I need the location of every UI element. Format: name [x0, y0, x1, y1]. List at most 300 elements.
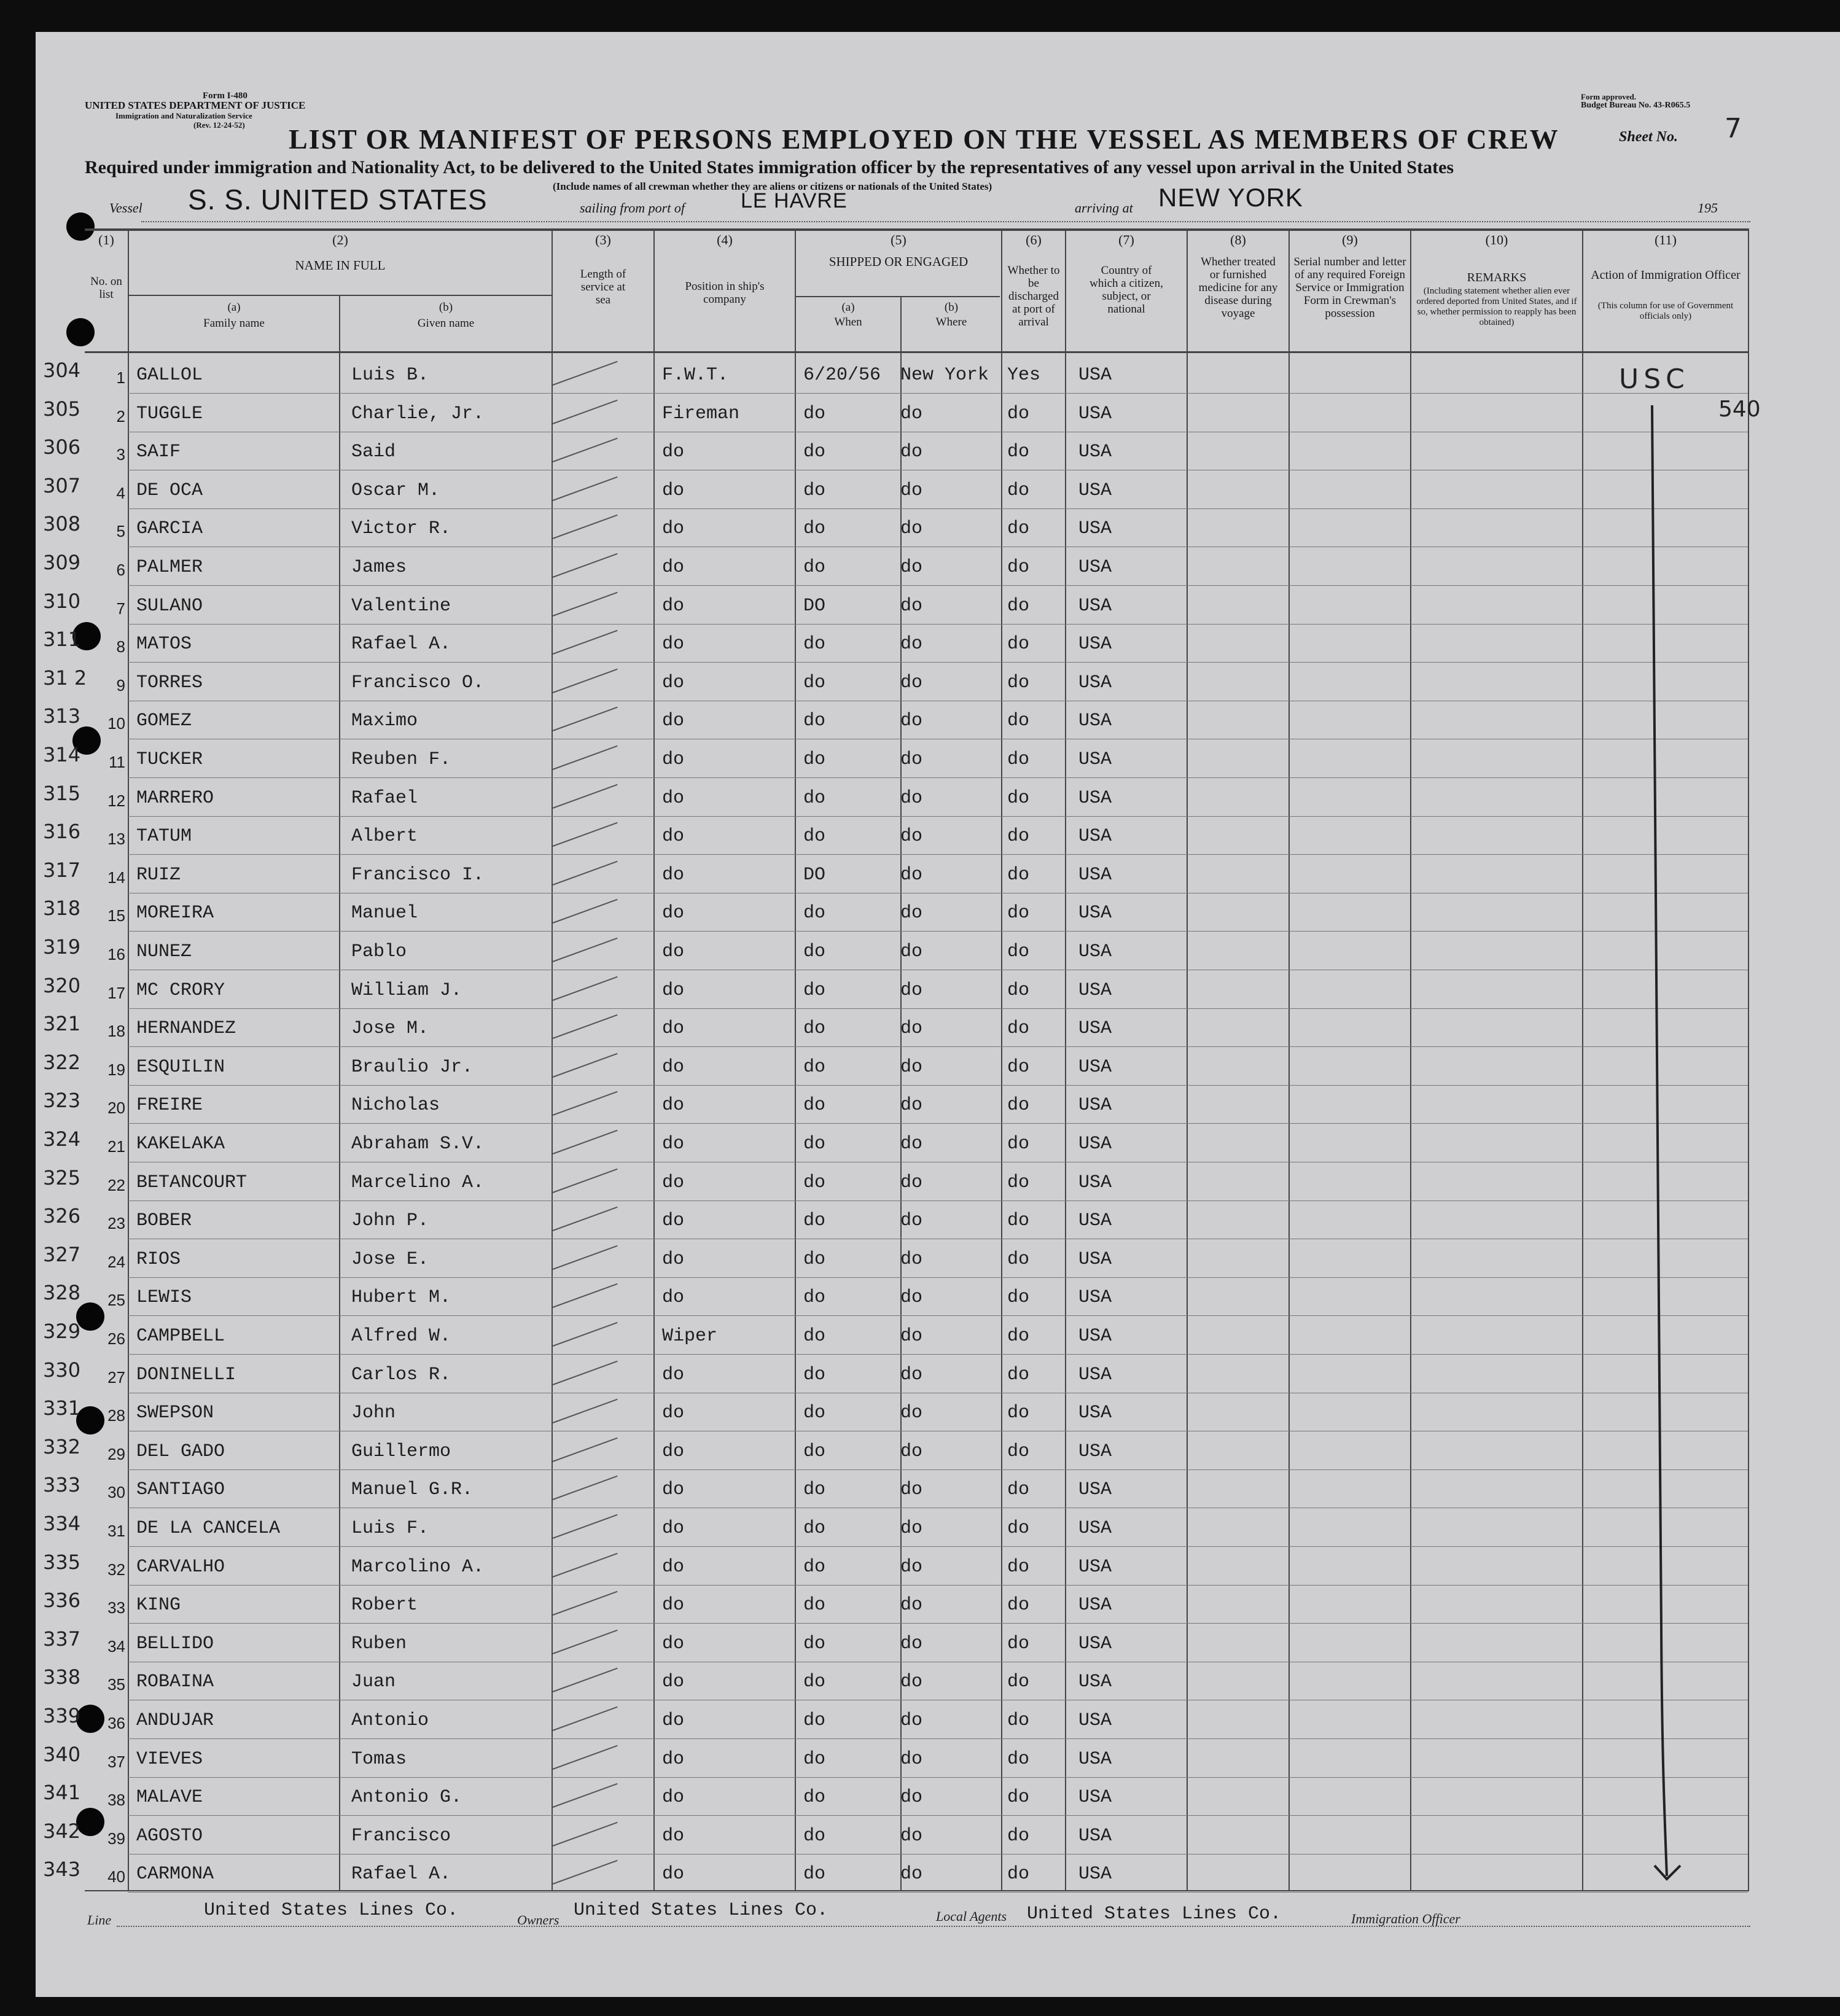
country: USA	[1078, 403, 1112, 424]
col9-label: Serial number and letter of any required Foreign Service or Immigration Form in Crewman's possession	[1293, 255, 1406, 320]
reference-number: 309	[43, 551, 81, 574]
table-row	[0, 1316, 1748, 1354]
col3-number: (3)	[595, 232, 611, 247]
shipped-when: do	[803, 1134, 826, 1154]
service-tick-mark	[553, 707, 618, 731]
col2-label: NAME IN FULL	[295, 258, 386, 273]
service-tick-mark	[553, 553, 618, 578]
reference-number: 319	[43, 935, 81, 959]
service-tick-mark	[553, 1322, 618, 1347]
reference-number: 335	[43, 1550, 81, 1574]
reference-number: 308	[43, 512, 81, 536]
shipped-when: do	[803, 1556, 826, 1578]
service-tick-mark	[553, 976, 618, 1000]
table-top-rule	[85, 228, 1749, 231]
given-name: Jose E.	[351, 1248, 429, 1270]
family-name: BOBER	[136, 1210, 192, 1232]
family-name: MALAVE	[136, 1787, 203, 1808]
given-name: Luis B.	[351, 365, 429, 386]
col1-label: No. on list	[90, 275, 122, 301]
given-name: William J.	[351, 979, 462, 1001]
family-name: TORRES	[136, 672, 203, 693]
sheet-number: 7	[1725, 113, 1742, 144]
year-label: 195	[1698, 200, 1718, 216]
service-tick-mark	[553, 1091, 618, 1116]
family-name: CARVALHO	[136, 1556, 225, 1578]
row-number: 22	[107, 1175, 125, 1194]
table-row	[0, 1624, 1748, 1662]
reference-number: 315	[43, 781, 81, 805]
shipped-when: do	[803, 1864, 826, 1885]
form-note: (Include names of all crewman whether they are aliens or citizens or nationals of the United States)	[553, 181, 992, 192]
service-tick-mark	[553, 1860, 618, 1885]
discharge-status: do	[1007, 1441, 1030, 1462]
row-number: 25	[107, 1291, 125, 1310]
service-tick-mark	[553, 1707, 618, 1731]
reference-number: 325	[43, 1166, 81, 1189]
service-tick-mark	[553, 1514, 618, 1539]
position: do	[662, 1672, 685, 1693]
discharge-status: Yes	[1007, 365, 1041, 386]
given-name: Juan	[351, 1672, 396, 1693]
table-row	[0, 778, 1748, 816]
position: do	[662, 1825, 685, 1847]
family-name: SAIF	[136, 442, 181, 463]
service-tick-mark	[553, 1552, 618, 1577]
service-tick-mark	[553, 1822, 618, 1847]
header-bottom-rule	[85, 351, 1749, 353]
table-row	[0, 1508, 1748, 1546]
family-name: ANDUJAR	[136, 1710, 214, 1731]
table-row	[0, 1547, 1748, 1585]
country: USA	[1078, 749, 1112, 770]
shipped-when: do	[803, 634, 826, 655]
shipped-when: do	[803, 1172, 826, 1193]
shipped-where: do	[900, 672, 923, 693]
position: do	[662, 1056, 685, 1078]
discharge-status: do	[1007, 1095, 1030, 1116]
table-row	[0, 1700, 1748, 1738]
country: USA	[1078, 1787, 1112, 1808]
position: do	[662, 1172, 685, 1193]
col5a-number: (a)	[841, 301, 855, 314]
family-name: KAKELAKA	[136, 1134, 225, 1154]
country: USA	[1078, 557, 1112, 578]
row-number: 26	[107, 1329, 125, 1348]
reference-number: 326	[43, 1204, 81, 1228]
col2b-number: (b)	[439, 301, 453, 314]
table-row	[0, 855, 1748, 893]
table-row	[0, 586, 1748, 624]
shipped-when: do	[803, 1364, 826, 1385]
discharge-status: do	[1007, 1748, 1030, 1770]
discharge-status: do	[1007, 557, 1030, 578]
family-name: RIOS	[136, 1248, 181, 1270]
shipped-where: do	[900, 595, 923, 617]
position: do	[662, 480, 685, 501]
position: do	[662, 1364, 685, 1385]
row-number: 31	[107, 1522, 125, 1540]
row-number: 24	[107, 1252, 125, 1271]
row-number: 19	[107, 1060, 125, 1079]
reference-number: 328	[43, 1281, 81, 1305]
country: USA	[1078, 1326, 1112, 1347]
family-name: CAMPBELL	[136, 1326, 225, 1347]
row-number: 30	[107, 1483, 125, 1502]
form-title: LIST OR MANIFEST OF PERSONS EMPLOYED ON THE VESSEL AS MEMBERS OF CREW	[289, 123, 1559, 155]
given-name: Francisco O.	[351, 672, 485, 693]
position: do	[662, 1787, 685, 1808]
col10-label: REMARKS	[1467, 271, 1527, 284]
footer-rule	[117, 1926, 1750, 1928]
col11-note: (This column for use of Government officials only)	[1597, 301, 1734, 321]
col6-label: Whether to be discharged at port of arrival	[1007, 264, 1060, 329]
shipped-when: do	[803, 1248, 826, 1270]
discharge-status: do	[1007, 1018, 1030, 1040]
shipped-when: do	[803, 1287, 826, 1309]
shipped-where: do	[900, 1672, 923, 1693]
family-name: DONINELLI	[136, 1364, 236, 1385]
table-row	[0, 355, 1748, 393]
col11-label: Action of Immigration Officer	[1591, 268, 1741, 282]
col2a-number: (a)	[227, 301, 241, 314]
country: USA	[1078, 1479, 1112, 1501]
service-tick-mark	[553, 1283, 618, 1308]
shipped-where: do	[900, 864, 923, 885]
country: USA	[1078, 1595, 1112, 1616]
service-tick-mark	[553, 899, 618, 924]
position: do	[662, 1287, 685, 1309]
shipped-where: do	[900, 1248, 923, 1270]
family-name: VIEVES	[136, 1748, 203, 1770]
shipped-where: do	[900, 826, 923, 847]
row-number: 20	[107, 1099, 125, 1118]
reference-number: 334	[43, 1512, 81, 1535]
position: do	[662, 1633, 685, 1654]
family-name: TUGGLE	[136, 403, 203, 424]
shipped-when: do	[803, 787, 826, 809]
reference-number: 340	[43, 1742, 81, 1766]
reference-number: 307	[43, 473, 81, 497]
shipped-where: do	[900, 1095, 923, 1116]
reference-number: 342	[43, 1819, 81, 1843]
table-row	[0, 1239, 1748, 1277]
sailing-label: sailing from port of	[580, 200, 685, 216]
agents-value: United States Lines Co.	[1027, 1904, 1282, 1925]
discharge-status: do	[1007, 903, 1030, 924]
position: do	[662, 1095, 685, 1116]
position: do	[662, 442, 685, 463]
service-tick-mark	[553, 784, 618, 808]
sheet-label: Sheet No.	[1619, 129, 1678, 145]
shipped-where: do	[900, 480, 923, 501]
vessel-underline	[141, 221, 1750, 223]
service-tick-mark	[553, 1630, 618, 1654]
col7-number: (7)	[1118, 232, 1134, 247]
table-row	[0, 1431, 1748, 1469]
reference-number: 320	[43, 973, 81, 997]
discharge-status: do	[1007, 1518, 1030, 1539]
shipped-where: do	[900, 1479, 923, 1501]
family-name: RUIZ	[136, 864, 181, 885]
discharge-status: do	[1007, 480, 1030, 501]
reference-number: 306	[43, 435, 81, 459]
shipped-when: do	[803, 826, 826, 847]
discharge-status: do	[1007, 1172, 1030, 1193]
country: USA	[1078, 1248, 1112, 1270]
shipped-when: do	[803, 518, 826, 540]
given-name: Charlie, Jr.	[351, 403, 485, 424]
discharge-status: do	[1007, 1595, 1030, 1616]
country: USA	[1078, 903, 1112, 924]
reference-number: 329	[43, 1320, 81, 1343]
reference-number: 332	[43, 1434, 81, 1458]
shipped-when: 6/20/56	[803, 365, 881, 386]
family-name: TUCKER	[136, 749, 203, 770]
country: USA	[1078, 1441, 1112, 1462]
discharge-status: do	[1007, 595, 1030, 617]
country: USA	[1078, 1403, 1112, 1424]
reference-number: 333	[43, 1473, 81, 1497]
service-tick-mark	[553, 591, 618, 616]
arriving-label: arriving at	[1075, 200, 1133, 216]
country: USA	[1078, 1018, 1112, 1040]
country: USA	[1078, 672, 1112, 693]
table-row	[0, 1469, 1748, 1508]
reference-number: 317	[43, 858, 81, 882]
table-row	[0, 1355, 1748, 1393]
reference-number: 321	[43, 1012, 81, 1036]
reference-number: 339	[43, 1704, 81, 1727]
col9-number: (9)	[1342, 232, 1358, 247]
discharge-status: do	[1007, 403, 1030, 424]
given-name: Albert	[351, 826, 418, 847]
table-row	[0, 547, 1748, 585]
col6-number: (6)	[1026, 232, 1042, 247]
position: do	[662, 941, 685, 962]
shipped-when: do	[803, 1748, 826, 1770]
reference-number: 343	[43, 1858, 81, 1882]
given-name: Rafael A.	[351, 1864, 451, 1885]
position: do	[662, 903, 685, 924]
position: F.W.T.	[662, 365, 729, 386]
table-row	[0, 816, 1748, 854]
family-name: ESQUILIN	[136, 1056, 225, 1078]
col1-number: (1)	[98, 232, 114, 247]
shipped-where: do	[900, 749, 923, 770]
shipped-where: do	[900, 1403, 923, 1424]
service-tick-mark	[553, 1438, 618, 1462]
port-from: LE HAVRE	[741, 189, 848, 212]
col2b-label: Given name	[417, 317, 475, 330]
shipped-when: do	[803, 1518, 826, 1539]
row-number: 34	[107, 1637, 125, 1656]
country: USA	[1078, 1364, 1112, 1385]
discharge-status: do	[1007, 1672, 1030, 1693]
service-tick-mark	[553, 1668, 618, 1692]
shipped-when: do	[803, 1710, 826, 1731]
given-name: Luis F.	[351, 1518, 429, 1539]
row-number: 37	[107, 1752, 125, 1771]
service-tick-mark	[553, 399, 618, 424]
discharge-status: do	[1007, 1403, 1030, 1424]
given-name: Alfred W.	[351, 1326, 451, 1347]
country: USA	[1078, 1672, 1112, 1693]
position: do	[662, 749, 685, 770]
service-tick-mark	[553, 1476, 618, 1500]
shipped-where: New York	[900, 365, 989, 386]
table-row	[0, 1393, 1748, 1431]
shipped-when: do	[803, 710, 826, 732]
shipped-when: do	[803, 442, 826, 463]
country: USA	[1078, 1633, 1112, 1654]
given-name: Manuel	[351, 903, 418, 924]
col5-number: (5)	[891, 232, 906, 247]
shipped-when: do	[803, 1210, 826, 1232]
row-number: 40	[107, 1867, 125, 1886]
line-label: Line	[87, 1912, 112, 1928]
service-tick-mark	[553, 1360, 618, 1385]
discharge-status: do	[1007, 442, 1030, 463]
shipped-when: do	[803, 1479, 826, 1501]
service-tick-mark	[553, 1783, 618, 1808]
country: USA	[1078, 1287, 1112, 1309]
position: do	[662, 518, 685, 540]
col2a-label: Family name	[203, 317, 265, 330]
family-name: BELLIDO	[136, 1633, 214, 1654]
given-name: John	[351, 1403, 396, 1424]
discharge-status: do	[1007, 1134, 1030, 1154]
row-number: 23	[107, 1214, 125, 1233]
position: do	[662, 826, 685, 847]
service-tick-mark	[553, 630, 618, 655]
shipped-when: do	[803, 1441, 826, 1462]
side-count: 540	[1718, 397, 1761, 422]
agents-label: Local Agents	[936, 1909, 1007, 1924]
discharge-status: do	[1007, 634, 1030, 655]
shipped-when: do	[803, 403, 826, 424]
shipped-where: do	[900, 1441, 923, 1462]
shipped-when: do	[803, 1633, 826, 1654]
discharge-status: do	[1007, 1056, 1030, 1078]
approval-arrow	[1628, 399, 1701, 1891]
position: do	[662, 595, 685, 617]
service-tick-mark	[553, 515, 618, 539]
service-tick-mark	[553, 1168, 618, 1193]
shipped-where: do	[900, 1787, 923, 1808]
given-name: Marcolino A.	[351, 1556, 485, 1578]
given-name: Jose M.	[351, 1018, 429, 1040]
family-name: MARRERO	[136, 787, 214, 809]
service-tick-mark	[553, 669, 618, 693]
discharge-status: do	[1007, 864, 1030, 885]
row-number: 7	[116, 599, 125, 618]
service-tick-mark	[553, 938, 618, 962]
row-number: 17	[107, 983, 125, 1002]
discharge-status: do	[1007, 518, 1030, 540]
given-name: Hubert M.	[351, 1287, 451, 1309]
reference-number: 310	[43, 589, 81, 613]
discharge-status: do	[1007, 1710, 1030, 1731]
reference-number: 311	[43, 628, 81, 652]
family-name: SULANO	[136, 595, 203, 617]
country: USA	[1078, 941, 1112, 962]
shipped-when: DO	[803, 595, 826, 617]
discharge-status: do	[1007, 1326, 1030, 1347]
position: do	[662, 1479, 685, 1501]
reference-number: 322	[43, 1050, 81, 1074]
owners-label: Owners	[517, 1912, 559, 1928]
vessel-label: Vessel	[109, 200, 142, 216]
reference-number: 314	[43, 743, 81, 766]
row-number: 4	[116, 483, 125, 502]
given-name: Ruben	[351, 1633, 407, 1654]
row-number: 18	[107, 1022, 125, 1041]
position: do	[662, 710, 685, 732]
row-number: 3	[116, 445, 125, 464]
line-value: United States Lines Co.	[204, 1900, 459, 1921]
discharge-status: do	[1007, 1479, 1030, 1501]
row-number: 36	[107, 1714, 125, 1732]
table-row	[0, 1854, 1748, 1892]
table-row	[0, 1047, 1748, 1085]
shipped-when: do	[803, 979, 826, 1001]
position: do	[662, 634, 685, 655]
given-name: Abraham S.V.	[351, 1134, 485, 1154]
discharge-status: do	[1007, 749, 1030, 770]
position: do	[662, 864, 685, 885]
shipped-where: do	[900, 941, 923, 962]
shipped-when: do	[803, 1403, 826, 1424]
country: USA	[1078, 1172, 1112, 1193]
given-name: Guillermo	[351, 1441, 451, 1462]
table-row	[0, 1201, 1748, 1239]
row-number: 13	[107, 830, 125, 849]
family-name: SANTIAGO	[136, 1479, 225, 1501]
discharge-status: do	[1007, 1287, 1030, 1309]
country: USA	[1078, 1210, 1112, 1232]
reference-number: 337	[43, 1627, 81, 1651]
row-number: 6	[116, 561, 125, 579]
row-number: 27	[107, 1368, 125, 1387]
table-right-edge	[1748, 230, 1749, 1890]
shipped-where: do	[900, 1710, 923, 1731]
given-name: Antonio	[351, 1710, 429, 1731]
country: USA	[1078, 979, 1112, 1001]
family-name: HERNANDEZ	[136, 1018, 236, 1040]
country: USA	[1078, 634, 1112, 655]
family-name: GARCIA	[136, 518, 203, 540]
position: do	[662, 1248, 685, 1270]
budget-bureau: Budget Bureau No. 43-R065.5	[1581, 101, 1691, 110]
discharge-status: do	[1007, 672, 1030, 693]
family-name: DE OCA	[136, 480, 203, 501]
table-row	[0, 1585, 1748, 1623]
shipped-when: do	[803, 557, 826, 578]
position: Wiper	[662, 1326, 718, 1347]
family-name: AGOSTO	[136, 1825, 203, 1847]
position: do	[662, 1518, 685, 1539]
country: USA	[1078, 518, 1112, 540]
service-tick-mark	[553, 1130, 618, 1154]
country: USA	[1078, 1556, 1112, 1578]
given-name: Francisco	[351, 1825, 451, 1847]
col8-label: Whether treated or furnished medicine for any disease during voyage	[1198, 255, 1278, 320]
row-number: 29	[107, 1444, 125, 1463]
reference-number: 318	[43, 897, 81, 920]
form-revision: (Rev. 12-24-52)	[193, 120, 245, 130]
discharge-status: do	[1007, 1825, 1030, 1847]
